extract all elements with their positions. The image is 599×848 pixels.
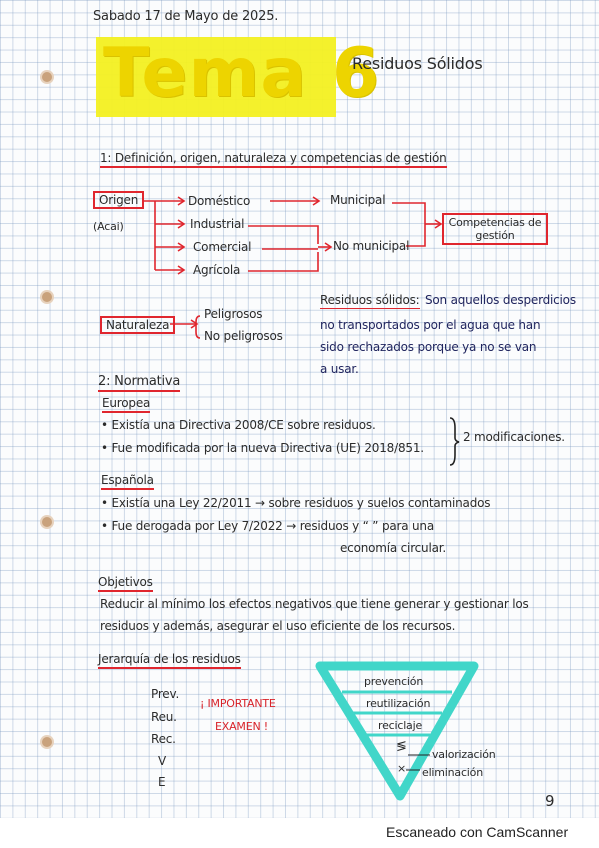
jerarquia-abbr: V [158,754,167,768]
origin-box: Origen [93,191,144,209]
pyramid-level: reciclaje [378,719,423,732]
espanola-heading: Española [101,473,154,490]
objetivos-line: residuos y además, asegurar el uso eficiente de los recursos. [100,619,456,633]
origin-item: Comercial [193,240,252,254]
definition-line: no transportados por el agua que han [320,318,541,332]
origin-note: (Acai) [93,220,124,233]
section-heading-2: 2: Normativa [98,374,180,392]
important-note: ¡ IMPORTANTE [200,697,276,710]
naturaleza-item: No peligrosos [204,329,283,343]
pyramid-level: prevención [364,675,424,688]
brace-note: 2 modificaciones. [463,430,565,444]
jerarquia-abbr: E [158,775,166,789]
jerarquia-abbr: Prev. [151,687,180,701]
definition-term: Residuos sólidos: [320,293,420,307]
definition-line: sido rechazados porque ya no se van [320,340,537,354]
espanola-item: • Existía una Ley 22/2011 → sobre residuos y suelos contaminados [101,496,491,510]
section-heading-1: 1: Definición, origen, naturaleza y competencias de gestión [100,151,447,168]
origin-item: Agrícola [193,263,241,277]
europea-heading: Europea [102,396,150,413]
page-subtitle: Residuos Sólidos [352,54,483,73]
important-note: EXAMEN ! [215,720,268,733]
jerarquia-abbr: Rec. [151,732,176,746]
date-line: Sabado 17 de Mayo de 2025. [93,9,279,24]
naturaleza-box: Naturaleza [100,316,175,334]
jerarquia-abbr: Reu. [151,710,177,724]
municipal-label: Municipal [330,193,386,207]
naturaleza-item: Peligrosos [204,307,263,321]
espanola-item: • Fue derogada por Ley 7/2022 → residuos y “ ” para una [101,519,434,533]
europea-item: • Existía una Directiva 2008/CE sobre residuos. [101,418,376,432]
definition-line: a usar. [320,362,359,376]
pyramid-v-mark: ≶ [396,739,407,754]
pyramid-side-label: eliminación [422,766,483,779]
jerarquia-heading: Jerarquía de los residuos [98,652,241,669]
objetivos-heading: Objetivos [98,575,153,592]
page-title: Tema 6 [103,34,381,113]
europea-item: • Fue modificada por la nueva Directiva (UE) 2018/851. [101,441,424,455]
no-municipal-label: No municipal [333,239,410,253]
espanola-cont: economía circular. [340,541,446,555]
origin-item: Doméstico [188,194,251,208]
definition-line: Son aquellos desperdicios [425,293,576,307]
competencias-box: Competencias de gestión [442,213,548,245]
pyramid-level: reutilización [366,697,431,710]
pyramid-x-mark: × [397,762,407,775]
origin-item: Industrial [190,217,245,231]
pyramid-side-label: valorización [432,748,496,761]
page-number: 9 [545,792,555,810]
scanner-watermark: Escaneado con CamScanner [386,824,569,840]
objetivos-line: Reducir al mínimo los efectos negativos que tiene generar y gestionar los [100,597,529,611]
